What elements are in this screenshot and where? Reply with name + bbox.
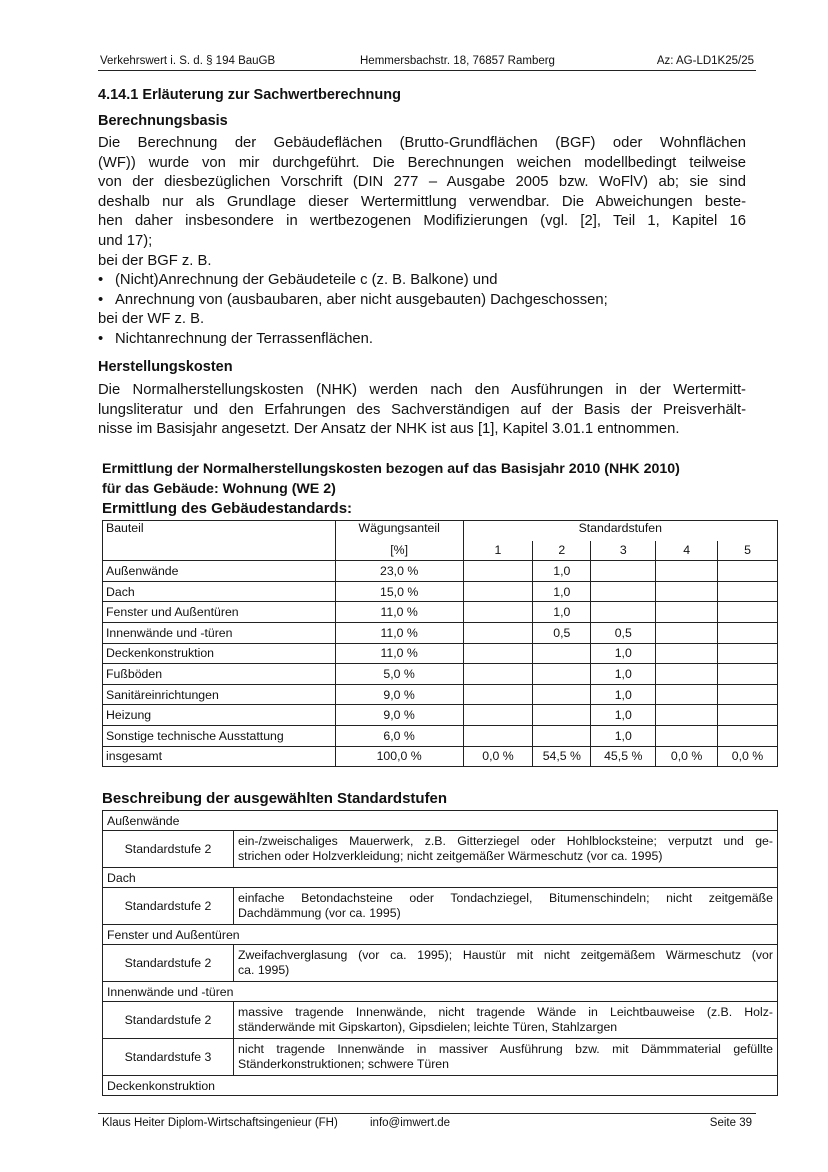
bauteil-cell: Fußböden (103, 664, 336, 685)
footer-center: info@imwert.de (370, 1117, 451, 1129)
bauteil-cell: Außenwände (103, 561, 336, 582)
stufe-cell (533, 725, 591, 746)
standard-desc (234, 831, 778, 868)
weight-cell: 11,0 % (335, 622, 463, 643)
basis-line: deshalb nur als Grundlage dieser Wertermittlung verwendbar. Die Abweichungen beste- (98, 193, 746, 210)
stufe-cell (656, 561, 718, 582)
stufe-cell: 0,0 % (656, 746, 718, 767)
stufe-cell (463, 705, 533, 726)
table-row (103, 705, 778, 726)
stufe-cell (656, 705, 718, 726)
footer-right: Seite 39 (709, 1117, 752, 1129)
stufe-cell: 45,5 % (591, 746, 656, 767)
costs-line: lungsliteratur und den Erfahrungen des Sachverständigen auf der Basis der Preisverhält- (98, 401, 746, 418)
section-title: 4.14.1 Erläuterung zur Sachwertberechnung (98, 87, 401, 103)
stufe-cell: 1,0 (533, 602, 591, 623)
stufe-cell (656, 602, 718, 623)
nhk-title-1: Ermittlung der Normalherstellungskosten bezogen auf das Basisjahr 2010 (NHK 2010) (102, 461, 680, 477)
desc-line: nicht tragende Innenwände in massiver Ausführung bzw. mit Dämmmaterial gefüllte (238, 1041, 773, 1056)
stufe-cell (718, 705, 778, 726)
basis-line: hen daher insbesondere in wertbezogenen Modifizierungen (vgl. [2], Teil 1, Kapitel 16 (98, 213, 746, 230)
weight-cell: 100,0 % (335, 746, 463, 767)
standard-desc (234, 945, 778, 982)
desc-line: ständerwände mit Gipskarton), Gipsdielen; leichte Türen, Stahlzargen (238, 1020, 618, 1034)
desc-line: einfache Betondachsteine oder Tondachziegel, Bitumenschindeln; nicht zeitgemäße (238, 890, 773, 905)
stufe-cell (656, 643, 718, 664)
table-row (103, 581, 778, 602)
standard-row (103, 888, 778, 925)
table-row (103, 684, 778, 705)
stufe-cell (463, 622, 533, 643)
desc-line: Ständerkonstruktionen; schwere Türen (238, 1057, 449, 1071)
header-center: Hemmersbachstr. 18, 76857 Ramberg (360, 55, 555, 67)
stufe-cell (718, 561, 778, 582)
bauteil-cell: Heizung (103, 705, 336, 726)
costs-text (98, 381, 746, 440)
bauteil-cell: Dach (103, 581, 336, 602)
bauteil-cell: Sonstige technische Ausstattung (103, 725, 336, 746)
category-row (103, 925, 778, 945)
stufe-header: 3 (591, 541, 656, 561)
desc-title: Beschreibung der ausgewählten Standardstufen (102, 790, 448, 807)
stufe-cell (718, 643, 778, 664)
stufe-header: 4 (656, 541, 718, 561)
stufe-cell: 1,0 (591, 664, 656, 685)
stufe-cell (656, 725, 718, 746)
stufe-cell (463, 664, 533, 685)
weight-cell: 6,0 % (335, 725, 463, 746)
table-row (103, 622, 778, 643)
stufe-cell (718, 622, 778, 643)
stufe-cell: 1,0 (591, 643, 656, 664)
category-row (103, 868, 778, 888)
stufe-cell (718, 602, 778, 623)
stufe-cell: 1,0 (591, 705, 656, 726)
basis-line: von der diesbezüglichen Vorschrift (DIN 277 – Ausgabe 2005 bzw. WoFlV) ab; sie sind (98, 174, 746, 191)
desc-line: ca. 1995) (238, 963, 290, 977)
table-row (103, 602, 778, 623)
stufe-cell: 54,5 % (533, 746, 591, 767)
standard-label: Standardstufe 2 (103, 1002, 234, 1039)
standard-row (103, 1039, 778, 1076)
nhk-title-2: für das Gebäude: Wohnung (WE 2) (102, 480, 336, 497)
stufe-cell (533, 643, 591, 664)
wf-item: • Nichtanrechnung der Terrassenflächen. (98, 330, 374, 347)
col-stufen: Standardstufen (463, 521, 777, 541)
category-row (103, 982, 778, 1002)
stufe-cell (533, 664, 591, 685)
standard-label: Standardstufe 2 (103, 831, 234, 868)
category-cell: Deckenkonstruktion (103, 1076, 778, 1096)
table-row (103, 725, 778, 746)
stufe-cell (533, 705, 591, 726)
standard-row (103, 945, 778, 982)
desc-line: massive tragende Innenwände, nicht tragende Wände in Leichtbauweise (z.B. Holz- (238, 1004, 773, 1019)
stufe-header: 2 (533, 541, 591, 561)
basis-line: (WF)) wurde von mir durchgeführt. Die Berechnungen weichen modellbedingt teilweise (98, 154, 746, 171)
stufe-header: 1 (463, 541, 533, 561)
stufe-cell (463, 725, 533, 746)
basis-heading: Berechnungsbasis (98, 113, 228, 129)
stufe-cell (718, 684, 778, 705)
standard-desc (234, 1039, 778, 1076)
costs-line: nisse im Basisjahr angesetzt. Der Ansatz der NHK ist aus [1], Kapitel 3.01.1 entnommen. (98, 421, 680, 438)
header-right: Az: AG-LD1K25/25 (656, 55, 754, 67)
standard-row (103, 1002, 778, 1039)
table-row (103, 643, 778, 664)
page-header (98, 54, 756, 71)
bauteil-cell: Deckenkonstruktion (103, 643, 336, 664)
desc-line: Dachdämmung (vor ca. 1995) (238, 906, 401, 920)
stufe-header: 5 (718, 541, 778, 561)
stufe-cell: 1,0 (533, 581, 591, 602)
stufe-cell: 1,0 (591, 725, 656, 746)
weight-cell: 23,0 % (335, 561, 463, 582)
category-cell: Innenwände und -türen (103, 982, 778, 1002)
stufe-cell (533, 684, 591, 705)
desc-line: strichen oder Holzverkleidung; nicht zeitgemäßer Wärmeschutz (vor ca. 1995) (238, 849, 663, 863)
table-row (103, 664, 778, 685)
standard-row (103, 831, 778, 868)
costs-heading: Herstellungskosten (98, 359, 233, 375)
stufe-cell (591, 602, 656, 623)
standard-table-body (103, 561, 778, 767)
standard-desc (234, 888, 778, 925)
standard-label: Standardstufe 2 (103, 888, 234, 925)
col-bauteil: Bauteil (103, 521, 336, 541)
standard-desc (234, 1002, 778, 1039)
weight-cell: 9,0 % (335, 684, 463, 705)
bgf-item: • Anrechnung von (ausbaubaren, aber nicht ausgebauten) Dachgeschossen; (98, 291, 608, 308)
stufe-cell (463, 581, 533, 602)
stufe-cell: 1,0 (591, 684, 656, 705)
basis-line: Die Berechnung der Gebäudeflächen (Brutto-Grundflächen (BGF) oder Wohnflächen (98, 135, 746, 151)
stufe-cell (591, 581, 656, 602)
costs-line: Die Normalherstellungskosten (NHK) werden nach den Ausführungen in der Wertermitt- (98, 382, 746, 398)
stufe-cell (656, 622, 718, 643)
basis-line: und 17); (98, 232, 153, 249)
bauteil-cell: Innenwände und -türen (103, 622, 336, 643)
bauteil-cell: insgesamt (103, 746, 336, 767)
desc-line: ein-/zweischaliges Mauerwerk, z.B. Gitterziegel oder Hohlblocksteine; verputzt und ge- (238, 833, 773, 848)
bgf-item: • (Nicht)Anrechnung der Gebäudeteile c (z. B. Balkone) und (98, 272, 498, 289)
header-left: Verkehrswert i. S. d. § 194 BauGB (100, 55, 276, 67)
description-table (102, 810, 778, 1096)
stufe-cell (656, 684, 718, 705)
weight-cell: 15,0 % (335, 581, 463, 602)
nhk-title (102, 460, 782, 519)
stufe-cell (591, 561, 656, 582)
weight-cell: 9,0 % (335, 705, 463, 726)
standard-label: Standardstufe 2 (103, 945, 234, 982)
category-cell: Dach (103, 868, 778, 888)
col-weight: Wägungsanteil (335, 521, 463, 541)
stufe-cell: 0,0 % (463, 746, 533, 767)
weight-cell: 11,0 % (335, 643, 463, 664)
footer-left: Klaus Heiter Diplom-Wirtschaftsingenieur (FH) (102, 1117, 338, 1129)
stufe-cell: 1,0 (533, 561, 591, 582)
category-cell: Außenwände (103, 811, 778, 831)
bgf-intro: bei der BGF z. B. (98, 252, 212, 269)
bauteil-cell: Fenster und Außentüren (103, 602, 336, 623)
standard-label: Standardstufe 3 (103, 1039, 234, 1076)
table-row (103, 746, 778, 767)
stufe-cell (463, 643, 533, 664)
stufe-cell: 0,0 % (718, 746, 778, 767)
nhk-title-3: Ermittlung des Gebäudestandards: (102, 500, 353, 517)
stufe-cell (656, 581, 718, 602)
category-row (103, 811, 778, 831)
page-footer (98, 1113, 756, 1130)
stufe-cell (656, 664, 718, 685)
stufe-cell (463, 602, 533, 623)
bauteil-cell: Sanitäreinrichtungen (103, 684, 336, 705)
category-row (103, 1076, 778, 1096)
stufe-cell (718, 581, 778, 602)
stufe-cell: 0,5 (591, 622, 656, 643)
wf-intro: bei der WF z. B. (98, 311, 205, 328)
stufe-cell (463, 684, 533, 705)
table-row (103, 561, 778, 582)
weight-cell: 5,0 % (335, 664, 463, 685)
stufe-cell (718, 664, 778, 685)
stufe-cell: 0,5 (533, 622, 591, 643)
basis-text (98, 134, 746, 350)
standard-table (102, 520, 778, 767)
weight-cell: 11,0 % (335, 602, 463, 623)
stufe-cell (463, 561, 533, 582)
desc-line: Zweifachverglasung (vor ca. 1995); Haustür mit nicht zeitgemäßem Wärmeschutz (vor (238, 947, 773, 962)
col-weight-unit: [%] (335, 541, 463, 561)
category-cell: Fenster und Außentüren (103, 925, 778, 945)
stufe-cell (718, 725, 778, 746)
